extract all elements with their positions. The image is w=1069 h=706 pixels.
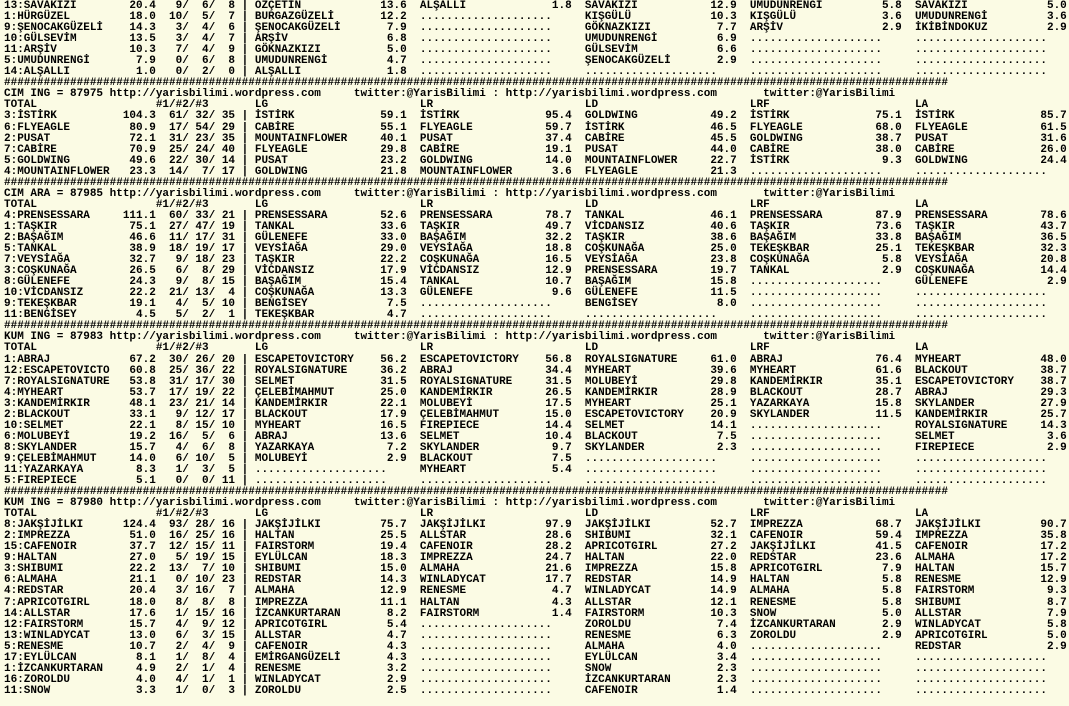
data-line: 4:MOUNTAINFLOWER 23.3 14/ 7/ 17 | GOLDWING 21.8 MOUNTAINFLOWER 3.6 FLYEAGLE 21.3 .................... .................... <box>4 165 1047 178</box>
data-line: 11:YAZARKAYA 8.3 1/ 3/ 5 | .................... MYHEART 5.4 .................... .................... .................... <box>4 463 1047 476</box>
data-line: 1:İZCANKURTARAN 4.9 2/ 1/ 4 | RENESME 3.2 .................... SNOW 2.3 .................... .................... <box>4 662 1047 675</box>
data-line: 16:ZOROLDU 4.0 4/ 1/ 1 | WINLADYCAT 2.9 .................... İZCANKURTARAN 2.3 .................... .................... <box>4 673 1047 686</box>
data-line: 11:ARŞİV 10.3 7/ 4/ 9 | GÖKNAZKIZI 5.0 .................... GÜLSEVİM 6.6 .................... .................... <box>4 44 1047 57</box>
data-line: 7:ROYALSIGNATURE 53.8 31/ 17/ 30 | SELMET 31.5 ROYALSIGNATURE 31.5 MOLUBEYİ 29.8 KANDEMİRKIR 35.1 ESCAPETOVICTORY 38.7 <box>4 375 1067 388</box>
data-line: 8:JAKŞİJİLKI 124.4 93/ 28/ 16 | JAKŞİJİLKI 75.7 JAKŞİJİLKI 97.9 JAKŞİJİLKI 52.7 IMPREZZA 68.7 JAKŞİJİLKI 90.7 <box>4 519 1067 532</box>
data-line: 7:APRICOTGIRL 18.0 8/ 8/ 8 | IMPREZZA 11.1 HALTAN 4.3 ALLSTAR 12.1 RENESME 5.8 SHIBUMI 8.7 <box>4 596 1067 609</box>
separator-line: ############################################################################################################################################### <box>4 486 948 499</box>
data-line: 3:İSTİRK 104.3 61/ 32/ 35 | İSTİRK 59.1 İSTİRK 95.4 GOLDWING 49.2 İSTİRK 75.1 İSTİRK 85.7 <box>4 110 1067 123</box>
data-line: 12:ESCAPETOVICTO 60.8 25/ 36/ 22 | ROYALSIGNATURE 36.2 ABRAJ 34.4 MYHEART 39.6 MYHEART 61.6 BLACKOUT 38.7 <box>4 364 1067 377</box>
data-line: 10:SELMET 22.1 8/ 15/ 10 | MYHEART 16.5 FIREPIECE 14.4 SELMET 14.1 .................... ROYALSIGNATURE 14.3 <box>4 419 1067 432</box>
data-line: 5:FIREPIECE 5.1 0/ 0/ 11 | .................... .................... .................... .................... .................... <box>4 475 1047 488</box>
race-stats-sheet <box>4 1 1067 697</box>
data-line: 2:PUSAT 72.1 31/ 23/ 35 | MOUNTAINFLOWER 40.1 PUSAT 37.4 CABİRE 45.5 GOLDWING 38.7 PUSAT 31.6 <box>4 132 1067 145</box>
data-line: 4:PRENSESSARA 111.1 60/ 33/ 21 | PRENSESSARA 52.6 PRENSESSARA 78.7 TANKAL 46.1 PRENSESSARA 87.9 PRENSESSARA 78.6 <box>4 209 1067 222</box>
data-line: 3:COŞKUNAĞA 26.5 6/ 8/ 29 | VİCDANSIZ 17.9 VİCDANSIZ 12.9 PRENSESSARA 19.7 TANKAL 2.9 COŞKUNAĞA 14.4 <box>4 265 1067 278</box>
data-line: 8:GÜLENEFE 24.3 9/ 8/ 15 | BAŞAĞIM 15.4 TANKAL 10.7 BAŞAĞIM 15.8 .................... GÜLENEFE 2.9 <box>4 276 1067 289</box>
data-line: 5:RENESME 10.7 2/ 4/ 9 | CAFENOIR 4.3 .................... ALMAHA 4.0 .................... REDSTAR 2.9 <box>4 640 1067 653</box>
data-line: 9:ŞENOCAKGÜZELİ 14.3 3/ 4/ 6 | ŞENOCAKGÜZELİ 7.9 .................... GÖKNAZKIZI 7.7 ARŞİV 2.9 İKİBİNDOKUZ 2.9 <box>4 22 1067 35</box>
race-header-line: CIM ARA = 87985 http://yarisbilimi.wordpress.com twitter:@YarisBilimi : http://yarisbilimi.wordpress.com twitter:@YarisBilimi <box>4 187 896 200</box>
data-line: 2:BLACKOUT 33.1 9/ 12/ 17 | BLACKOUT 17.9 ÇELEBİMAHMUT 15.0 ESCAPETOVICTORY 20.9 SKYLANDER 11.5 KANDEMİRKIR 25.7 <box>4 408 1067 421</box>
data-line: 6:FLYEAGLE 80.9 17/ 54/ 29 | CABİRE 55.1 FLYEAGLE 59.7 İSTİRK 46.5 FLYEAGLE 68.0 FLYEAGLE 61.5 <box>4 121 1067 134</box>
separator-line: ############################################################################################################################################### <box>4 320 948 333</box>
race-header-line: KUM ING = 87983 http://yarisbilimi.wordpress.com twitter:@YarisBilimi : http://yarisbilimi.wordpress.com twitter:@YarisBilimi <box>4 331 896 344</box>
data-line: 6:ALMAHA 21.1 0/ 10/ 23 | REDSTAR 14.3 WINLADYCAT 17.7 REDSTAR 14.9 HALTAN 5.8 RENESME 12.9 <box>4 574 1067 587</box>
data-line: 14:ALŞALLI 1.0 0/ 2/ 0 | ALŞALLI 1.8 .................... .................... .................... .................... <box>4 66 1047 79</box>
column-header-line: TOTAL #1/#2/#3 LG LR LD LRF LA <box>4 198 929 211</box>
data-line: 5:TANKAL 38.9 18/ 19/ 17 | VEYSİAĞA 29.0 VEYSİAĞA 18.8 COŞKUNAĞA 25.0 TEKEŞKBAR 25.1 TEKEŞKBAR 32.3 <box>4 243 1067 256</box>
data-line: 10:VİCDANSIZ 22.2 21/ 13/ 4 | COŞKUNAĞA 13.3 GÜLENEFE 9.6 GÜLENEFE 11.5 .................... .................... <box>4 287 1047 300</box>
separator-line: ############################################################################################################################################### <box>4 176 948 189</box>
data-line: 9:HALTAN 27.0 5/ 19/ 15 | EYLÜLCAN 18.3 IMPREZZA 24.7 HALTAN 22.0 REDSTAR 23.6 ALMAHA 17.2 <box>4 552 1067 565</box>
data-line: 5:UMUDUNRENGİ 7.9 0/ 6/ 8 | UMUDUNRENGİ 4.7 .................... ŞENOCAKGÜZELİ 2.9 .................... .................... <box>4 55 1047 68</box>
data-line: 3:SHIBUMI 22.2 13/ 7/ 10 | SHIBUMI 15.0 ALMAHA 21.6 IMPREZZA 15.8 APRICOTGIRL 7.9 HALTAN 15.7 <box>4 563 1067 576</box>
data-line: 2:IMPREZZA 51.0 16/ 25/ 16 | HALTAN 25.5 ALLSTAR 28.6 SHIBUMI 32.1 CAFENOIR 59.4 IMPREZZA 35.8 <box>4 530 1067 543</box>
data-line: 1:HÜRGÜZEL 18.0 10/ 5/ 7 | BURGAZGÜZELİ 12.2 .................... KIŞGÜLÜ 10.3 KIŞGÜLÜ 3.6 UMUDUNRENGİ 3.6 <box>4 11 1067 24</box>
data-line: 4:REDSTAR 20.4 3/ 16/ 7 | ALMAHA 12.9 RENESME 4.7 WINLADYCAT 14.9 ALMAHA 5.8 FAIRSTORM 9.3 <box>4 585 1067 598</box>
data-line: 11:SNOW 3.3 1/ 0/ 3 | ZOROLDU 2.5 .................... CAFENOIR 1.4 .................... .................... <box>4 684 1047 697</box>
separator-line: ############################################################################################################################################### <box>4 77 948 90</box>
data-line: 13:SAVAKIZI 20.4 9/ 6/ 8 | ÖZÇETİN 13.6 ALŞALLI 1.8 SAVAKIZI 12.9 UMUDUNRENGİ 5.8 SAVAKIZI 5.0 <box>4 0 1067 12</box>
data-line: 10:GÜLSEVİM 13.5 3/ 4/ 7 | ARŞİV 6.8 .................... UMUDUNRENGİ 6.9 .................... .................... <box>4 33 1047 46</box>
data-line: 5:GOLDWING 49.6 22/ 30/ 14 | PUSAT 23.2 GOLDWING 14.0 MOUNTAINFLOWER 22.7 İSTİRK 9.3 GOLDWING 24.4 <box>4 154 1067 167</box>
column-header-line: TOTAL #1/#2/#3 LG LR LD LRF LA <box>4 99 929 112</box>
data-line: 15:CAFENOIR 37.7 12/ 15/ 11 | FAIRSTORM 19.4 CAFENOIR 28.2 APRICOTGIRL 27.2 JAKŞİJİLKI 41.5 CAFENOIR 17.2 <box>4 541 1067 554</box>
data-line: 4:MYHEART 53.7 17/ 19/ 22 | ÇELEBİMAHMUT 25.0 KANDEMİRKIR 26.5 KANDEMİRKIR 28.9 BLACKOUT 28.7 ABRAJ 29.3 <box>4 386 1067 399</box>
column-header-line: TOTAL #1/#2/#3 LG LR LD LRF LA <box>4 508 929 521</box>
data-line: 9:ÇELEBİMAHMUT 14.0 6/ 10/ 5 | MOLUBEYİ 2.9 BLACKOUT 7.5 .................... .................... .................... <box>4 452 1047 465</box>
data-line: 1:ABRAJ 67.2 30/ 26/ 20 | ESCAPETOVICTORY 56.2 ESCAPETOVICTORY 56.8 ROYALSIGNATURE 61.0 ABRAJ 76.4 MYHEART 48.0 <box>4 353 1067 366</box>
data-line: 7:CABİRE 70.9 25/ 24/ 40 | FLYEAGLE 29.8 CABİRE 19.1 PUSAT 44.0 CABİRE 38.0 CABİRE 26.0 <box>4 143 1067 156</box>
data-line: 11:BENGİSEY 4.5 5/ 2/ 1 | TEKEŞKBAR 4.7 .................... .................... .................... .................... <box>4 309 1047 322</box>
column-header-line: TOTAL #1/#2/#3 LG LR LD LRF LA <box>4 342 929 355</box>
data-line: 6:MOLUBEYİ 19.2 16/ 5/ 6 | ABRAJ 13.6 SELMET 10.4 BLACKOUT 7.5 .................... SELMET 3.6 <box>4 430 1067 443</box>
data-line: 8:SKYLANDER 15.7 4/ 6/ 8 | YAZARKAYA 7.2 SKYLANDER 9.7 SKYLANDER 2.3 .................... FIREPIECE 2.9 <box>4 441 1067 454</box>
data-line: 13:WINLADYCAT 13.0 6/ 3/ 15 | ALLSTAR 4.7 .................... RENESME 6.3 ZOROLDU 2.9 APRICOTGIRL 5.0 <box>4 629 1067 642</box>
data-line: 9:TEKEŞKBAR 19.1 4/ 5/ 10 | BENGİSEY 7.5 .................... BENGİSEY 8.0 .................... .................... <box>4 298 1047 311</box>
data-line: 1:TAŞKIR 75.1 27/ 47/ 19 | TANKAL 33.6 TAŞKIR 49.7 VİCDANSIZ 40.6 TAŞKIR 73.6 TAŞKIR 43.7 <box>4 220 1067 233</box>
data-line: 17:EYLÜLCAN 8.1 1/ 8/ 4 | EMİRGANGÜZELİ 4.3 .................... EYLÜLCAN 3.4 .................... .................... <box>4 651 1047 664</box>
data-line: 7:VEYSİAĞA 32.7 9/ 18/ 23 | TAŞKIR 22.2 COŞKUNAĞA 16.5 VEYSİAĞA 23.8 COŞKUNAĞA 5.8 VEYSİAĞA 20.8 <box>4 254 1067 267</box>
data-line: 2:BAŞAĞIM 46.6 11/ 17/ 31 | GÜLENEFE 33.0 BAŞAĞIM 32.2 TAŞKIR 38.6 BAŞAĞIM 33.8 BAŞAĞIM 36.5 <box>4 231 1067 244</box>
race-header-line: KUM ING = 87980 http://yarisbilimi.wordpress.com twitter:@YarisBilimi : http://yarisbilimi.wordpress.com twitter:@YarisBilimi <box>4 497 896 510</box>
race-header-line: CIM ING = 87975 http://yarisbilimi.wordpress.com twitter:@YarisBilimi : http://yarisbilimi.wordpress.com twitter:@YarisBilimi <box>4 88 896 101</box>
data-line: 14:ALLSTAR 17.6 1/ 15/ 16 | İZCANKURTARAN 8.2 FAIRSTORM 1.4 FAIRSTORM 10.3 SNOW 5.0 ALLSTAR 7.9 <box>4 607 1067 620</box>
data-line: 12:FAIRSTORM 15.7 4/ 9/ 12 | APRICOTGIRL 5.4 .................... ZOROLDU 7.4 İZCANKURTARAN 2.9 WINLADYCAT 5.8 <box>4 618 1067 631</box>
data-line: 3:KANDEMİRKIR 48.1 23/ 21/ 14 | KANDEMİRKIR 22.1 MOLUBEYİ 17.5 MYHEART 25.1 YAZARKAYA 15.8 SKYLANDER 27.9 <box>4 397 1067 410</box>
